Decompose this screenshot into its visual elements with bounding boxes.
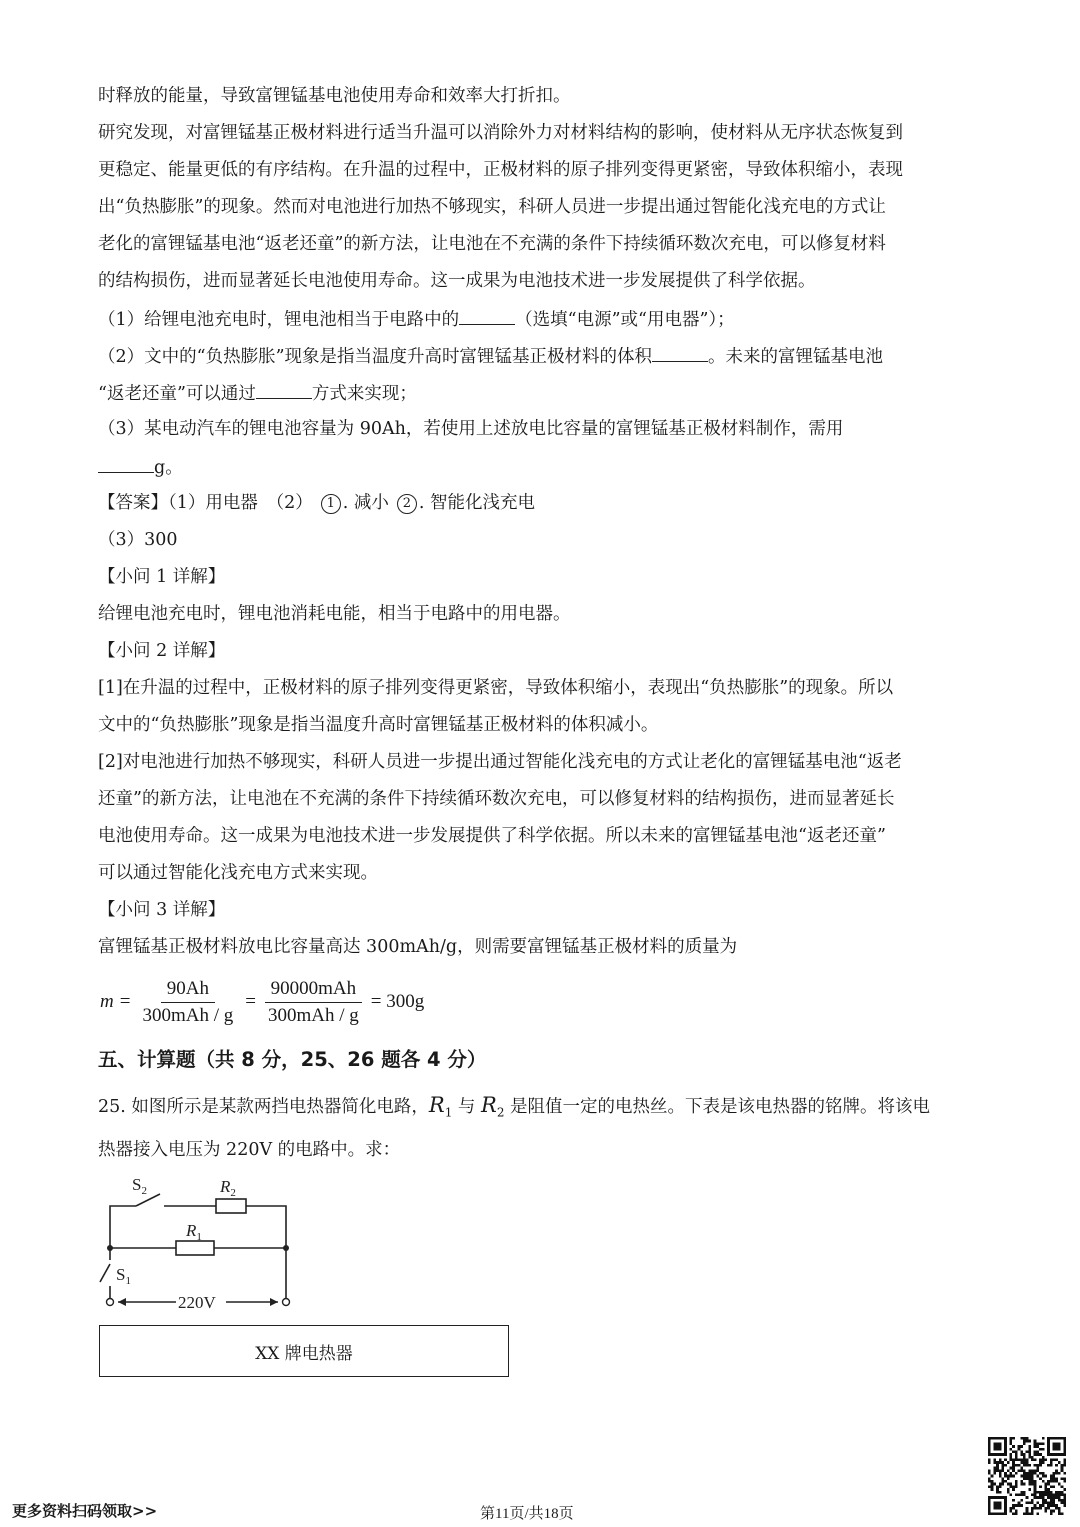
resistor-symbol: R	[481, 1093, 497, 1117]
detail-q2-line: [2]对电池进行加热不够现实，科研人员进一步提出通过智能化浅充电的方式让老化的富锂锰基电池“返老	[98, 752, 902, 772]
text-line: 出“负热膨胀”的现象。然而对电池进行加热不够现实，科研人员进一步提出通过智能化浅充电的方式让	[98, 197, 886, 217]
text-line: 老化的富锂锰基电池“返老还童”的新方法，让电池在不充满的条件下持续循环数次充电，可以修复材料	[98, 234, 886, 254]
formula-equals: =	[119, 991, 131, 1012]
question-3-unit: g。	[154, 458, 183, 478]
circuit-diagram	[96, 1168, 306, 1316]
formula-equals: =	[245, 991, 256, 1012]
detail-q2-line: [1]在升温的过程中，正极材料的原子排列变得更紧密，导致体积缩小，表现出“负热膨胀”的现象。所以	[98, 678, 894, 698]
section-title: 五、计算题（共 8 分，25、26 题各 4 分）	[98, 1048, 487, 1071]
fraction	[262, 978, 365, 1027]
answer-blank	[652, 343, 708, 362]
question-25-cont: 热器接入电压为 220V 的电路中。求：	[98, 1140, 401, 1160]
answer-blank	[98, 454, 154, 473]
question-25-text-b: 是阻值一定的电热丝。下表是该电热器的铭牌。将该电	[504, 1097, 931, 1117]
voltage-label: 220V	[178, 1293, 216, 1312]
text-line: 研究发现，对富锂锰基正极材料进行适当升温可以消除外力对材料结构的影响，使材料从无序状态恢复到	[98, 123, 903, 143]
footer-promo: 更多资料扫码领取>>	[12, 1502, 158, 1520]
text-line: 的结构损伤，进而显著延长电池使用寿命。这一成果为电池技术进一步发展提供了科学依据。	[98, 271, 816, 291]
terminal	[107, 1299, 114, 1306]
heading-q2: 【小问 2 详解】	[98, 641, 226, 661]
detail-q1: 给锂电池充电时，锂电池消耗电能，相当于电路中的用电器。	[98, 604, 571, 624]
junction-dot	[283, 1245, 289, 1251]
s2-label: $S_2$	[132, 1175, 147, 1197]
question-25-text: 25. 如图所示是某款两挡电热器简化电路，	[98, 1097, 429, 1117]
circled-number: 2	[397, 494, 417, 514]
s1-label: $S_1$	[116, 1265, 131, 1287]
resistor-symbol: R	[428, 1093, 445, 1117]
question-1	[98, 306, 998, 332]
fraction	[136, 978, 239, 1027]
mass-formula	[100, 974, 424, 1030]
answer-2-1: . 减小	[342, 493, 389, 513]
qr-code-icon[interactable]	[988, 1437, 1066, 1515]
text-line: 更稳定、能量更低的有序结构。在升温的过程中，正极材料的原子排列变得更紧密，导致体积缩小，表现	[98, 160, 903, 180]
circled-number: 1	[321, 494, 341, 514]
answer-blank	[459, 306, 515, 325]
question-2-text-b: 。未来的富锂锰基电池	[708, 347, 884, 367]
arrowhead	[118, 1298, 126, 1306]
question-2-text: （2）文中的“负热膨胀”现象是指当温度升高时富锂锰基正极材料的体积	[98, 347, 653, 367]
page-number: 第11页/共18页	[480, 1506, 574, 1522]
question-25	[98, 1093, 998, 1125]
r1-label: $R_1$	[186, 1221, 202, 1243]
switch-s1-blade	[100, 1264, 110, 1282]
answer-label: 【答案】（1）用电器 （2）	[98, 493, 313, 513]
detail-q2-line: 文中的“负热膨胀”现象是指当温度升高时富锂锰基正极材料的体积减小。	[98, 715, 659, 735]
subscript: 2	[496, 1105, 505, 1120]
question-3: （3）某电动汽车的锂电池容量为 90Ah，若使用上述放电比容量的富锂锰基正极材料制作，需用	[98, 419, 844, 439]
heading-q3: 【小问 3 详解】	[98, 900, 226, 920]
fraction-denominator: 300mAh / g	[142, 1004, 234, 1026]
question-1-text: （1）给锂电池充电时，锂电池相当于电路中的	[98, 310, 460, 330]
nameplate-table	[99, 1325, 509, 1377]
answer-blank	[256, 380, 312, 399]
question-2	[98, 343, 998, 369]
fraction-numerator: 90Ah	[161, 978, 215, 1003]
question-2-cont	[98, 380, 998, 406]
resistor-r1	[176, 1241, 214, 1255]
wire	[246, 1206, 286, 1248]
switch-s2-blade	[136, 1194, 160, 1206]
junction-dot	[107, 1245, 113, 1251]
r2-label: $R_2$	[220, 1177, 236, 1199]
detail-q2-line: 可以通过智能化浅充电方式来实现。	[98, 863, 378, 883]
nameplate-title: XX 牌电热器	[255, 1343, 353, 1364]
question-2-text-c: “返老还童”可以通过	[98, 384, 256, 404]
question-1-hint: （选填“电源”或“用电器”）；	[515, 310, 735, 330]
heading-q1: 【小问 1 详解】	[98, 567, 226, 587]
fraction-denominator: 300mAh / g	[267, 1004, 359, 1026]
question-2-text-d: 方式来实现；	[311, 384, 417, 404]
formula-result: = 300g	[370, 991, 425, 1012]
fraction-numerator: 90000mAh	[265, 978, 363, 1003]
text-line: 时释放的能量，导致富锂锰基电池使用寿命和效率大打折扣。	[98, 86, 571, 106]
arrowhead	[270, 1298, 278, 1306]
detail-q2-line: 还童”的新方法，让电池在不充满的条件下持续循环数次充电，可以修复材料的结构损伤，进而显著延长	[98, 789, 895, 809]
detail-q3: 富锂锰基正极材料放电比容量高达 300mAh/g，则需要富锂锰基正极材料的质量为	[98, 937, 738, 957]
answer-2-2: . 智能化浅充电	[418, 493, 536, 513]
resistor-r2	[216, 1199, 246, 1213]
conjunction: 与	[452, 1097, 481, 1117]
terminal	[283, 1299, 290, 1306]
question-3-cont	[98, 454, 998, 480]
subscript: 1	[444, 1105, 453, 1120]
detail-q2-line: 电池使用寿命。这一成果为电池技术进一步发展提供了科学依据。所以未来的富锂锰基电池“返老还童”	[98, 826, 886, 846]
wire	[110, 1206, 136, 1248]
answer-line	[98, 491, 998, 515]
formula-variable: m	[100, 991, 114, 1012]
answer-3: （3）300	[98, 530, 178, 550]
